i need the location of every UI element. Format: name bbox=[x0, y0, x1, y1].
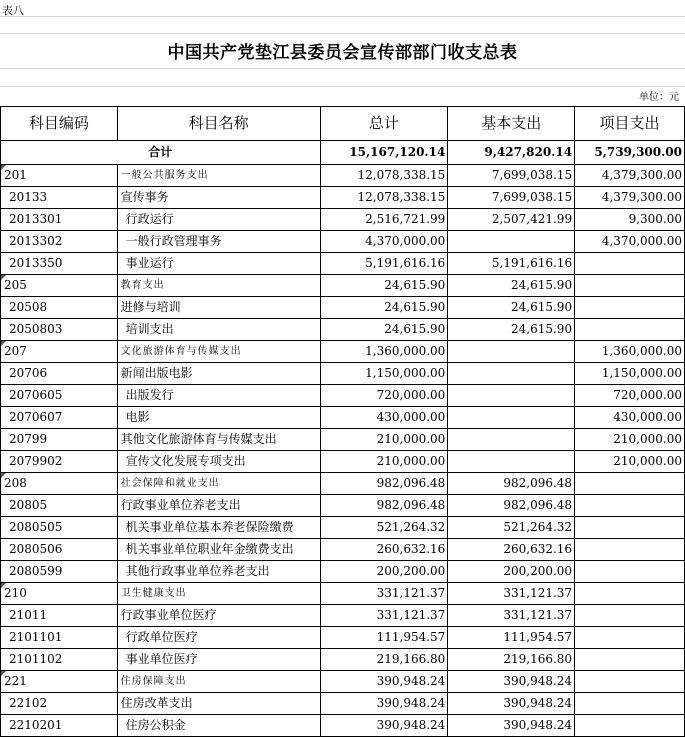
cell-code-text: 20508 bbox=[9, 300, 48, 314]
cell-total-text: 331,121.37 bbox=[376, 586, 446, 600]
gridline bbox=[0, 68, 685, 69]
cell-total[interactable] bbox=[320, 429, 448, 451]
cell-basic[interactable] bbox=[448, 253, 575, 275]
cell-name-text: 培训支出 bbox=[125, 322, 174, 336]
gridline bbox=[0, 16, 685, 17]
cell-project[interactable] bbox=[575, 231, 685, 253]
total-total[interactable]: 15,167,120.14 bbox=[320, 141, 448, 165]
cell-code[interactable] bbox=[1, 385, 118, 407]
text-number-indicator-icon bbox=[1, 165, 6, 170]
cell-code-text: 2210201 bbox=[9, 718, 63, 732]
budget-table bbox=[0, 106, 685, 737]
cell-code-text: 2080506 bbox=[9, 542, 63, 556]
cell-total-text: 390,948.24 bbox=[376, 674, 446, 688]
cell-name-text: 住房公积金 bbox=[125, 718, 186, 732]
cell-name-text: 机关事业单位基本养老保险缴费 bbox=[125, 520, 294, 534]
header-project[interactable]: 项目支出 bbox=[575, 107, 685, 141]
cell-basic-text: 7,699,038.15 bbox=[491, 190, 573, 204]
cell-basic[interactable] bbox=[448, 341, 575, 363]
cell-total-text: 720,000.00 bbox=[376, 388, 446, 402]
cell-code-text: 2070607 bbox=[9, 410, 63, 424]
cell-name[interactable] bbox=[117, 473, 320, 495]
cell-basic-text: 390,948.24 bbox=[503, 674, 573, 688]
table-header-row bbox=[1, 107, 685, 141]
cell-name-text: 文化旅游体育与传媒支出 bbox=[120, 346, 242, 357]
cell-code[interactable] bbox=[1, 231, 118, 253]
cell-name[interactable] bbox=[117, 231, 320, 253]
cell-project[interactable] bbox=[575, 649, 685, 671]
cell-total[interactable] bbox=[320, 363, 448, 385]
table-row bbox=[1, 671, 685, 693]
cell-total[interactable] bbox=[320, 231, 448, 253]
cell-total[interactable] bbox=[320, 187, 448, 209]
cell-project[interactable] bbox=[575, 473, 685, 495]
cell-basic[interactable] bbox=[448, 693, 575, 715]
cell-total[interactable] bbox=[320, 693, 448, 715]
cell-name[interactable] bbox=[117, 297, 320, 319]
cell-total[interactable] bbox=[320, 495, 448, 517]
cell-project[interactable] bbox=[575, 275, 685, 297]
cell-total-text: 982,096.48 bbox=[376, 498, 446, 512]
cell-name-text: 一般公共服务支出 bbox=[120, 170, 209, 181]
cell-code-text: 208 bbox=[4, 476, 27, 490]
cell-name[interactable] bbox=[117, 605, 320, 627]
cell-total-text: 2,516,721.99 bbox=[365, 212, 446, 226]
cell-total-text: 12,078,338.15 bbox=[357, 168, 446, 182]
cell-basic[interactable] bbox=[448, 319, 575, 341]
cell-total-text: 260,632.16 bbox=[376, 542, 446, 556]
cell-total-text: 390,948.24 bbox=[376, 696, 446, 710]
cell-name[interactable] bbox=[117, 539, 320, 561]
table-row bbox=[1, 209, 685, 231]
cell-name-text: 住房改革支出 bbox=[120, 696, 193, 710]
cell-project[interactable] bbox=[575, 693, 685, 715]
cell-total[interactable] bbox=[320, 209, 448, 231]
cell-total[interactable] bbox=[320, 275, 448, 297]
cell-total-text: 1,150,000.00 bbox=[365, 366, 446, 380]
cell-basic-text: 111,954.57 bbox=[503, 630, 573, 644]
cell-name-text: 行政事业单位养老支出 bbox=[120, 498, 241, 512]
cell-basic-text: 982,096.48 bbox=[503, 498, 573, 512]
cell-project[interactable] bbox=[575, 165, 685, 187]
cell-code-text: 2079902 bbox=[9, 454, 63, 468]
cell-basic-text: 200,200.00 bbox=[503, 564, 573, 578]
cell-basic-text: 219,166.80 bbox=[503, 652, 573, 666]
cell-code[interactable] bbox=[1, 627, 118, 649]
cell-name-text: 其他行政事业单位养老支出 bbox=[125, 564, 270, 578]
cell-project-text: 1,150,000.00 bbox=[601, 366, 682, 380]
cell-code-text: 22102 bbox=[9, 696, 48, 710]
table-row bbox=[1, 693, 685, 715]
cell-name[interactable] bbox=[117, 341, 320, 363]
table-row bbox=[1, 341, 685, 363]
cell-project[interactable] bbox=[575, 451, 685, 473]
header-basic[interactable]: 基本支出 bbox=[448, 107, 575, 141]
cell-total[interactable] bbox=[320, 539, 448, 561]
cell-basic[interactable] bbox=[448, 627, 575, 649]
cell-total[interactable] bbox=[320, 473, 448, 495]
cell-total[interactable] bbox=[320, 319, 448, 341]
cell-name-text: 卫生健康支出 bbox=[120, 588, 187, 599]
cell-code[interactable] bbox=[1, 539, 118, 561]
cell-code[interactable] bbox=[1, 363, 118, 385]
cell-basic-text: 5,191,616.16 bbox=[491, 256, 573, 270]
cell-basic-text: 260,632.16 bbox=[503, 542, 573, 556]
cell-code-text: 207 bbox=[4, 344, 27, 358]
cell-name-text: 教育支出 bbox=[120, 280, 165, 291]
cell-basic[interactable] bbox=[448, 583, 575, 605]
cell-code-text: 2070605 bbox=[9, 388, 63, 402]
cell-name-text: 电影 bbox=[125, 410, 150, 424]
cell-total-text: 430,000.00 bbox=[376, 410, 446, 424]
cell-basic[interactable] bbox=[448, 429, 575, 451]
gridline bbox=[0, 86, 685, 87]
cell-code[interactable] bbox=[1, 275, 118, 297]
cell-total-text: 219,166.80 bbox=[376, 652, 446, 666]
total-project[interactable]: 5,739,300.00 bbox=[575, 141, 685, 165]
cell-name[interactable] bbox=[117, 495, 320, 517]
cell-total-text: 1,360,000.00 bbox=[365, 344, 446, 358]
cell-code[interactable] bbox=[1, 187, 118, 209]
cell-total-text: 521,264.32 bbox=[376, 520, 446, 534]
cell-name[interactable] bbox=[117, 319, 320, 341]
cell-basic[interactable] bbox=[448, 495, 575, 517]
cell-total-text: 331,121.37 bbox=[376, 608, 446, 622]
cell-code-text: 20706 bbox=[9, 366, 48, 380]
text-number-indicator-icon bbox=[1, 671, 6, 676]
table-row bbox=[1, 429, 685, 451]
cell-name[interactable] bbox=[117, 385, 320, 407]
cell-total-text: 111,954.57 bbox=[376, 630, 446, 644]
cell-project[interactable] bbox=[575, 385, 685, 407]
table-row bbox=[1, 517, 685, 539]
cell-total-text: 200,200.00 bbox=[376, 564, 446, 578]
cell-code-text: 2013301 bbox=[9, 212, 63, 226]
cell-project-text: 4,379,300.00 bbox=[601, 190, 682, 204]
cell-code[interactable] bbox=[1, 495, 118, 517]
cell-project-text: 720,000.00 bbox=[613, 388, 682, 402]
cell-total[interactable] bbox=[320, 561, 448, 583]
table-row bbox=[1, 627, 685, 649]
cell-total[interactable] bbox=[320, 165, 448, 187]
cell-code[interactable] bbox=[1, 297, 118, 319]
cell-project[interactable] bbox=[575, 187, 685, 209]
table-row bbox=[1, 363, 685, 385]
cell-basic-text: 982,096.48 bbox=[503, 476, 573, 490]
cell-code-text: 2101102 bbox=[9, 652, 63, 666]
cell-basic-text: 331,121.37 bbox=[503, 608, 573, 622]
cell-code-text: 21011 bbox=[9, 608, 48, 622]
cell-project-text: 1,360,000.00 bbox=[601, 344, 682, 358]
table-row bbox=[1, 231, 685, 253]
cell-total[interactable] bbox=[320, 671, 448, 693]
cell-basic[interactable] bbox=[448, 363, 575, 385]
cell-basic-text: 24,615.90 bbox=[511, 322, 573, 336]
cell-basic-text: 390,948.24 bbox=[503, 718, 573, 732]
cell-code[interactable] bbox=[1, 341, 118, 363]
cell-name[interactable] bbox=[117, 561, 320, 583]
cell-name[interactable] bbox=[117, 715, 320, 737]
cell-code[interactable] bbox=[1, 253, 118, 275]
cell-code[interactable] bbox=[1, 605, 118, 627]
cell-name[interactable] bbox=[117, 275, 320, 297]
cell-code-text: 201 bbox=[4, 168, 27, 182]
cell-name[interactable] bbox=[117, 209, 320, 231]
cell-name[interactable] bbox=[117, 165, 320, 187]
cell-project-text: 4,379,300.00 bbox=[601, 168, 682, 182]
cell-name-text: 进修与培训 bbox=[120, 300, 181, 314]
cell-basic[interactable] bbox=[448, 473, 575, 495]
table-row bbox=[1, 407, 685, 429]
cell-total[interactable] bbox=[320, 297, 448, 319]
cell-project[interactable] bbox=[575, 209, 685, 231]
cell-name[interactable] bbox=[117, 583, 320, 605]
cell-total[interactable] bbox=[320, 583, 448, 605]
cell-name-text: 事业运行 bbox=[125, 256, 174, 270]
cell-name-text: 宣传文化发展专项支出 bbox=[125, 454, 246, 468]
cell-basic[interactable] bbox=[448, 605, 575, 627]
cell-total[interactable] bbox=[320, 451, 448, 473]
cell-code[interactable] bbox=[1, 715, 118, 737]
cell-name[interactable] bbox=[117, 407, 320, 429]
cell-name-text: 行政事业单位医疗 bbox=[120, 608, 217, 622]
cell-total-text: 24,615.90 bbox=[384, 278, 446, 292]
cell-project-text: 4,370,000.00 bbox=[601, 234, 682, 248]
cell-total[interactable] bbox=[320, 605, 448, 627]
cell-project[interactable] bbox=[575, 671, 685, 693]
cell-code-text: 2080599 bbox=[9, 564, 63, 578]
cell-code[interactable] bbox=[1, 407, 118, 429]
cell-total[interactable] bbox=[320, 715, 448, 737]
cell-name[interactable] bbox=[117, 187, 320, 209]
cell-code[interactable] bbox=[1, 693, 118, 715]
cell-project[interactable] bbox=[575, 627, 685, 649]
cell-project-text: 210,000.00 bbox=[613, 454, 682, 468]
cell-basic[interactable] bbox=[448, 561, 575, 583]
cell-basic[interactable] bbox=[448, 451, 575, 473]
total-row bbox=[1, 141, 685, 165]
table-row bbox=[1, 539, 685, 561]
cell-project[interactable] bbox=[575, 429, 685, 451]
cell-name[interactable] bbox=[117, 671, 320, 693]
table-row bbox=[1, 649, 685, 671]
cell-basic[interactable] bbox=[448, 187, 575, 209]
cell-basic[interactable] bbox=[448, 649, 575, 671]
cell-project[interactable] bbox=[575, 253, 685, 275]
cell-basic-text: 24,615.90 bbox=[511, 278, 573, 292]
cell-project[interactable] bbox=[575, 517, 685, 539]
cell-code[interactable] bbox=[1, 649, 118, 671]
cell-total-text: 982,096.48 bbox=[376, 476, 446, 490]
cell-project[interactable] bbox=[575, 561, 685, 583]
cell-code-text: 20799 bbox=[9, 432, 48, 446]
cell-total-text: 210,000.00 bbox=[376, 454, 446, 468]
cell-project-text: 9,300.00 bbox=[628, 212, 682, 226]
cell-project[interactable] bbox=[575, 407, 685, 429]
cell-code-text: 20805 bbox=[9, 498, 48, 512]
cell-basic[interactable] bbox=[448, 407, 575, 429]
table-row bbox=[1, 473, 685, 495]
header-total[interactable]: 总计 bbox=[320, 107, 448, 141]
cell-total-text: 210,000.00 bbox=[376, 432, 446, 446]
cell-name[interactable] bbox=[117, 363, 320, 385]
table-row bbox=[1, 187, 685, 209]
table-row bbox=[1, 385, 685, 407]
cell-code-text: 2013302 bbox=[9, 234, 63, 248]
cell-name[interactable] bbox=[117, 253, 320, 275]
cell-name-text: 行政单位医疗 bbox=[125, 630, 198, 644]
cell-name[interactable] bbox=[117, 627, 320, 649]
table-row bbox=[1, 561, 685, 583]
cell-code[interactable] bbox=[1, 583, 118, 605]
text-number-indicator-icon bbox=[1, 473, 6, 478]
cell-code[interactable] bbox=[1, 671, 118, 693]
cell-basic-text: 390,948.24 bbox=[503, 696, 573, 710]
cell-code-text: 205 bbox=[4, 278, 27, 292]
cell-project[interactable] bbox=[575, 297, 685, 319]
table-row bbox=[1, 253, 685, 275]
cell-basic[interactable] bbox=[448, 275, 575, 297]
header-code[interactable]: 科目编码 bbox=[1, 107, 118, 141]
cell-basic[interactable] bbox=[448, 165, 575, 187]
cell-name[interactable] bbox=[117, 649, 320, 671]
cell-code-text: 2080505 bbox=[9, 520, 63, 534]
page-title[interactable]: 中国共产党垫江县委员会宣传部部门收支总表 bbox=[167, 43, 518, 63]
header-name[interactable]: 科目名称 bbox=[117, 107, 320, 141]
cell-total-text: 5,191,616.16 bbox=[365, 256, 446, 270]
cell-total[interactable] bbox=[320, 385, 448, 407]
text-number-indicator-icon bbox=[1, 341, 6, 346]
cell-total[interactable] bbox=[320, 517, 448, 539]
cell-name-text: 事业单位医疗 bbox=[125, 652, 198, 666]
table-row bbox=[1, 319, 685, 341]
unit-label[interactable]: 单位：元 bbox=[639, 92, 679, 103]
cell-basic-text: 521,264.32 bbox=[503, 520, 573, 534]
cell-project-text: 430,000.00 bbox=[613, 410, 682, 424]
cell-basic[interactable] bbox=[448, 671, 575, 693]
cell-project[interactable] bbox=[575, 495, 685, 517]
cell-code[interactable] bbox=[1, 429, 118, 451]
cell-basic-text: 7,699,038.15 bbox=[491, 168, 573, 182]
cell-total-text: 12,078,338.15 bbox=[357, 190, 446, 204]
cell-project[interactable] bbox=[575, 605, 685, 627]
cell-name-text: 新闻出版电影 bbox=[120, 366, 193, 380]
cell-code-text: 2101101 bbox=[9, 630, 63, 644]
cell-total-text: 24,615.90 bbox=[384, 300, 446, 314]
cell-name-text: 其他文化旅游体育与传媒支出 bbox=[120, 432, 277, 446]
cell-project[interactable] bbox=[575, 539, 685, 561]
cell-code[interactable] bbox=[1, 319, 118, 341]
table-row bbox=[1, 297, 685, 319]
cell-total-text: 390,948.24 bbox=[376, 718, 446, 732]
table-row bbox=[1, 275, 685, 297]
cell-code[interactable] bbox=[1, 451, 118, 473]
cell-project-text: 210,000.00 bbox=[613, 432, 682, 446]
cell-name[interactable] bbox=[117, 451, 320, 473]
table-row bbox=[1, 583, 685, 605]
cell-name[interactable] bbox=[117, 693, 320, 715]
cell-code[interactable] bbox=[1, 517, 118, 539]
cell-code-text: 2050803 bbox=[9, 322, 63, 336]
cell-basic[interactable] bbox=[448, 209, 575, 231]
total-basic[interactable]: 9,427,820.14 bbox=[448, 141, 575, 165]
cell-name-text: 机关事业单位职业年金缴费支出 bbox=[125, 542, 294, 556]
cell-basic[interactable] bbox=[448, 539, 575, 561]
cell-name-text: 社会保障和就业支出 bbox=[120, 478, 220, 489]
cell-project[interactable] bbox=[575, 363, 685, 385]
cell-total[interactable] bbox=[320, 253, 448, 275]
table-row bbox=[1, 715, 685, 737]
table-row bbox=[1, 605, 685, 627]
cell-project[interactable] bbox=[575, 341, 685, 363]
cell-code[interactable] bbox=[1, 473, 118, 495]
text-number-indicator-icon bbox=[1, 275, 6, 280]
cell-total-text: 24,615.90 bbox=[384, 322, 446, 336]
cell-code[interactable] bbox=[1, 561, 118, 583]
table-row bbox=[1, 165, 685, 187]
cell-code-text: 210 bbox=[4, 586, 27, 600]
cell-name-text: 住房保障支出 bbox=[120, 676, 187, 687]
cell-basic-text: 2,507,421.99 bbox=[491, 212, 573, 226]
total-label[interactable]: 合计 bbox=[1, 141, 321, 165]
cell-total-text: 4,370,000.00 bbox=[365, 234, 446, 248]
cell-total[interactable] bbox=[320, 649, 448, 671]
cell-name-text: 一般行政管理事务 bbox=[125, 234, 222, 248]
cell-code-text: 20133 bbox=[9, 190, 48, 204]
cell-code[interactable] bbox=[1, 209, 118, 231]
cell-basic[interactable] bbox=[448, 297, 575, 319]
table-row bbox=[1, 451, 685, 473]
cell-name[interactable] bbox=[117, 517, 320, 539]
cell-code-text: 221 bbox=[4, 674, 27, 688]
cell-name[interactable] bbox=[117, 429, 320, 451]
cell-basic[interactable] bbox=[448, 231, 575, 253]
cell-project[interactable] bbox=[575, 715, 685, 737]
text-number-indicator-icon bbox=[1, 583, 6, 588]
cell-code[interactable] bbox=[1, 165, 118, 187]
cell-total[interactable] bbox=[320, 627, 448, 649]
cell-basic[interactable] bbox=[448, 517, 575, 539]
cell-total[interactable] bbox=[320, 341, 448, 363]
table-row bbox=[1, 495, 685, 517]
cell-name-text: 行政运行 bbox=[125, 212, 174, 226]
cell-code-text: 2013350 bbox=[9, 256, 63, 270]
cell-basic[interactable] bbox=[448, 715, 575, 737]
cell-project[interactable] bbox=[575, 583, 685, 605]
cell-basic[interactable] bbox=[448, 385, 575, 407]
cell-total[interactable] bbox=[320, 407, 448, 429]
cell-name-text: 宣传事务 bbox=[120, 190, 169, 204]
cell-basic-text: 331,121.37 bbox=[503, 586, 573, 600]
cell-project[interactable] bbox=[575, 319, 685, 341]
gridline bbox=[0, 33, 685, 34]
cell-basic-text: 24,615.90 bbox=[511, 300, 573, 314]
table-number-label[interactable]: 表八 bbox=[2, 4, 24, 17]
cell-name-text: 出版发行 bbox=[125, 388, 174, 402]
